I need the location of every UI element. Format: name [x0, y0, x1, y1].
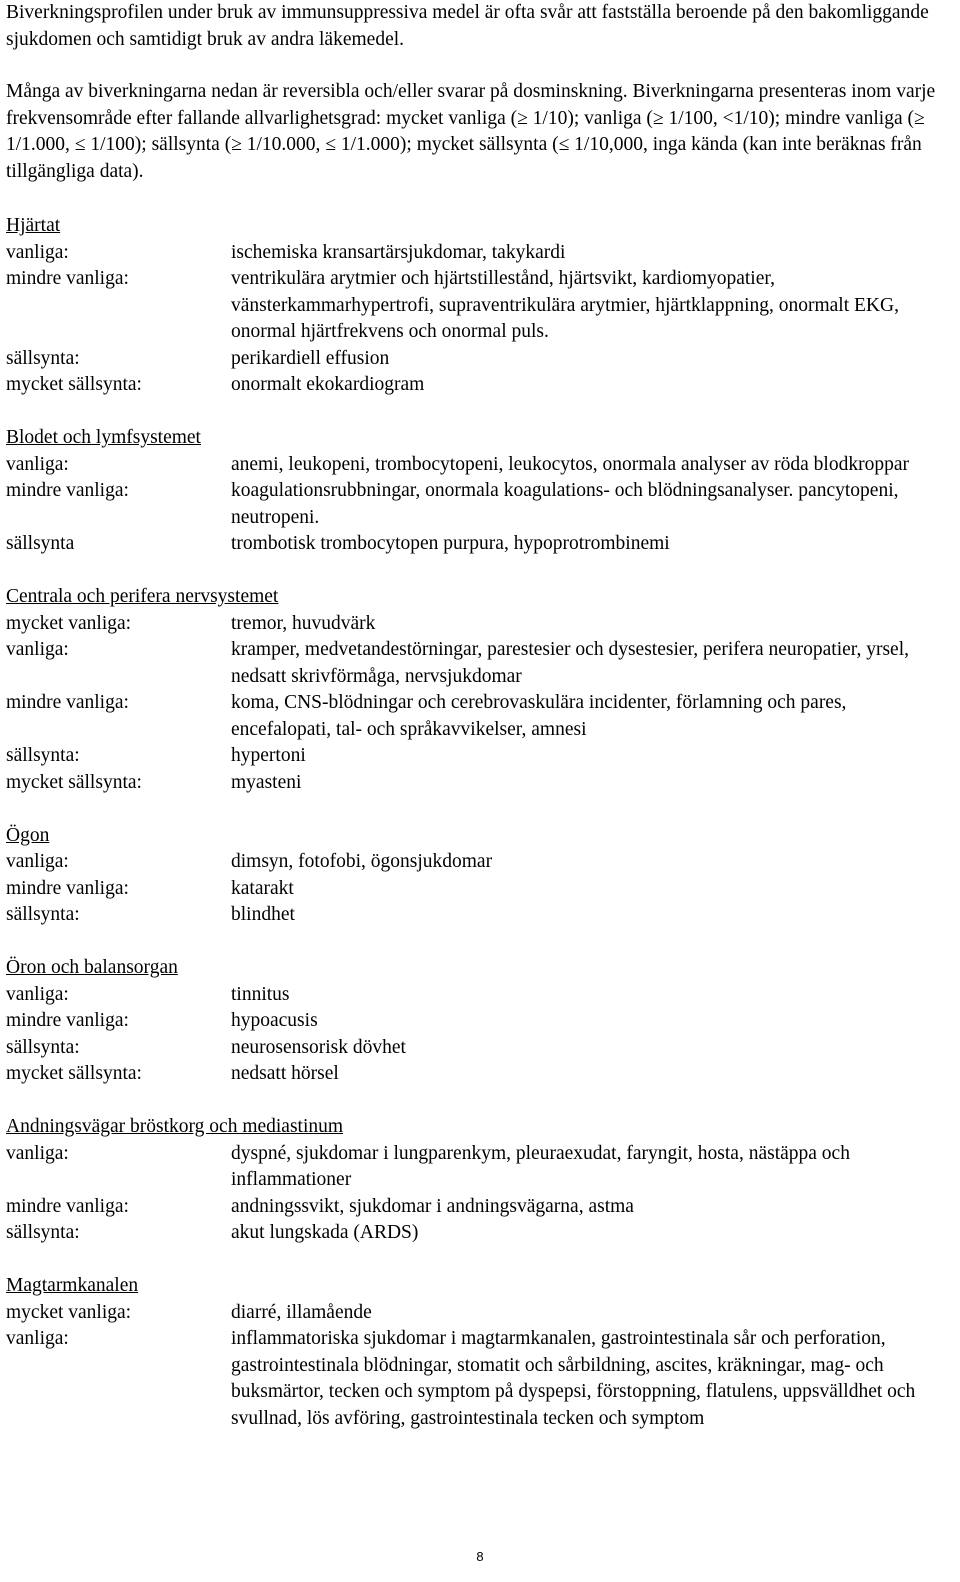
section	[6, 425, 950, 558]
effects-text: neurosensorisk dövhet	[231, 1036, 406, 1058]
effects-text: onormalt ekokardiogram	[231, 374, 425, 395]
frequency-row	[6, 372, 950, 399]
effects-text: tinnitus	[231, 983, 290, 1005]
adverse-effects-list	[6, 213, 950, 1459]
section-title: Hjärtat	[6, 215, 61, 236]
section	[6, 1273, 950, 1432]
effects-text: inflammatoriska sjukdomar i magtarmkanalen, gastrointestinala sår och perforation, gastrointestinala blödningar, stomatit och sårbildning, ascites, kräkningar, mag- och buksmärtor, tecken och symptom på dyspepsi, förstoppning, flatulens, uppsvälldhet och svullnad, lös avföring, gastrointestinala tecken och symptom	[231, 1328, 916, 1429]
effects-text: dimsyn, fotofobi, ögonsjukdomar	[231, 851, 493, 872]
section	[6, 584, 950, 796]
effects-text: nedsatt hörsel	[231, 1063, 339, 1084]
frequency-label: vanliga:	[6, 983, 69, 1005]
effects-text: dyspné, sjukdomar i lungparenkym, pleuraexudat, faryngit, hosta, nästäppa och inflammationer	[231, 1142, 850, 1190]
frequency-label: mycket vanliga:	[6, 612, 132, 634]
frequency-label: sällsynta:	[6, 1036, 80, 1058]
frequency-row	[6, 531, 950, 558]
frequency-row	[6, 637, 950, 690]
frequency-label: vanliga:	[6, 1328, 69, 1349]
frequency-label: mindre vanliga:	[6, 877, 129, 899]
frequency-row	[6, 240, 950, 267]
effects-text: ventrikulära arytmier och hjärtstillestånd, hjärtsvikt, kardiomyopatier, vänsterkammarhypertrofi, supraventrikulära arytmier, hjärtklappning, onormalt EKG, onormal hjärtfrekvens och onormal puls.	[231, 268, 899, 342]
frequency-label: sällsynta:	[6, 904, 80, 925]
effects-text: ischemiska kransartärsjukdomar, takykardi	[231, 241, 566, 263]
frequency-row	[6, 1035, 950, 1062]
frequency-label: mindre vanliga:	[6, 480, 129, 501]
frequency-label: mycket sällsynta:	[6, 1063, 142, 1084]
effects-text: kramper, medvetandestörningar, parestesier och dysestesier, perifera neuropatier, yrsel, nedsatt skrivförmåga, nervsjukdomar	[231, 639, 910, 687]
frequency-label: mindre vanliga:	[6, 692, 129, 713]
frequency-label: mycket vanliga:	[6, 1301, 132, 1323]
frequency-label: sällsynta:	[6, 347, 80, 369]
frequency-row	[6, 478, 950, 531]
frequency-label: sällsynta:	[6, 745, 80, 766]
effects-text: diarré, illamående	[231, 1301, 372, 1323]
frequency-label: sällsynta:	[6, 1222, 80, 1243]
frequency-row	[6, 1141, 950, 1194]
effects-text: myasteni	[231, 771, 302, 793]
frequency-row	[6, 1326, 950, 1432]
frequency-row	[6, 770, 950, 797]
frequency-label: vanliga:	[6, 639, 69, 660]
effects-text: andningssvikt, sjukdomar i andningsvägarna, astma	[231, 1195, 634, 1217]
effects-text: blindhet	[231, 904, 295, 925]
effects-text: trombotisk trombocytopen purpura, hypoprotrombinemi	[231, 533, 670, 554]
frequency-row	[6, 346, 950, 373]
effects-text: katarakt	[231, 877, 294, 899]
frequency-row	[6, 1300, 950, 1327]
frequency-row	[6, 1061, 950, 1088]
frequency-row	[6, 1194, 950, 1221]
frequency-row	[6, 452, 950, 479]
frequency-label: vanliga:	[6, 453, 69, 475]
section-title: Magtarmkanalen	[6, 1275, 139, 1296]
frequency-row	[6, 611, 950, 638]
page-number: 8	[476, 1549, 484, 1564]
section-title: Blodet och lymfsystemet	[6, 427, 201, 448]
effects-text: koagulationsrubbningar, onormala koagulations- och blödningsanalyser. pancytopeni, neutropeni.	[231, 480, 899, 528]
section-title: Ögon	[6, 824, 50, 846]
effects-text: tremor, huvudvärk	[231, 612, 376, 634]
section-title: Andningsvägar bröstkorg och mediastinum	[6, 1116, 344, 1137]
effects-text: perikardiell effusion	[231, 347, 390, 369]
effects-text: koma, CNS-blödningar och cerebrovaskulära incidenter, förlamning och pares, encefalopati, tal- och språkavvikelser, amnesi	[231, 692, 847, 740]
frequency-row	[6, 1008, 950, 1035]
frequency-row	[6, 982, 950, 1009]
frequency-row	[6, 690, 950, 743]
frequency-label: vanliga:	[6, 851, 69, 872]
frequency-row	[6, 876, 950, 903]
frequency-label: mycket sällsynta:	[6, 771, 142, 793]
frequency-row	[6, 266, 950, 346]
intro-paragraph-1: Biverkningsprofilen under bruk av immunsuppressiva medel är ofta svår att fastställa beroende på den bakomliggande sjukdomen och samtidigt bruk av andra läkemedel.	[6, 2, 929, 50]
frequency-label: mindre vanliga:	[6, 1195, 129, 1217]
frequency-row	[6, 849, 950, 876]
frequency-row	[6, 902, 950, 929]
frequency-label: mindre vanliga:	[6, 1010, 129, 1031]
frequency-label: sällsynta	[6, 533, 75, 554]
section	[6, 955, 950, 1088]
frequency-label: mindre vanliga:	[6, 268, 129, 289]
intro-paragraph-2: Många av biverkningarna nedan är reversibla och/eller svarar på dosminskning. Biverkningarna presenteras inom varje frekvensområde efter fallande allvarlighetsgrad: mycket vanliga (≥ 1/10); vanliga (≥ 1/100, <1/10); mindre vanliga (≥ 1/1.000, ≤ 1/100); sällsynta (≥ 1/10.000, ≤ 1/1.000); mycket sällsynta (≤ 1/10,000, inga kända (kan inte beräknas från tillgängliga data).	[6, 81, 936, 182]
frequency-row	[6, 1220, 950, 1247]
section	[6, 823, 950, 929]
frequency-label: vanliga:	[6, 1142, 69, 1164]
effects-text: hypoacusis	[231, 1010, 318, 1031]
effects-text: akut lungskada (ARDS)	[231, 1222, 419, 1243]
section-title: Öron och balansorgan	[6, 957, 178, 978]
frequency-label: vanliga:	[6, 241, 69, 263]
section	[6, 213, 950, 399]
effects-text: hypertoni	[231, 745, 306, 766]
frequency-row	[6, 743, 950, 770]
effects-text: anemi, leukopeni, trombocytopeni, leukocytos, onormala analyser av röda blodkroppar	[231, 453, 909, 475]
section-title: Centrala och perifera nervsystemet	[6, 586, 279, 607]
frequency-label: mycket sällsynta:	[6, 374, 142, 395]
section	[6, 1114, 950, 1247]
